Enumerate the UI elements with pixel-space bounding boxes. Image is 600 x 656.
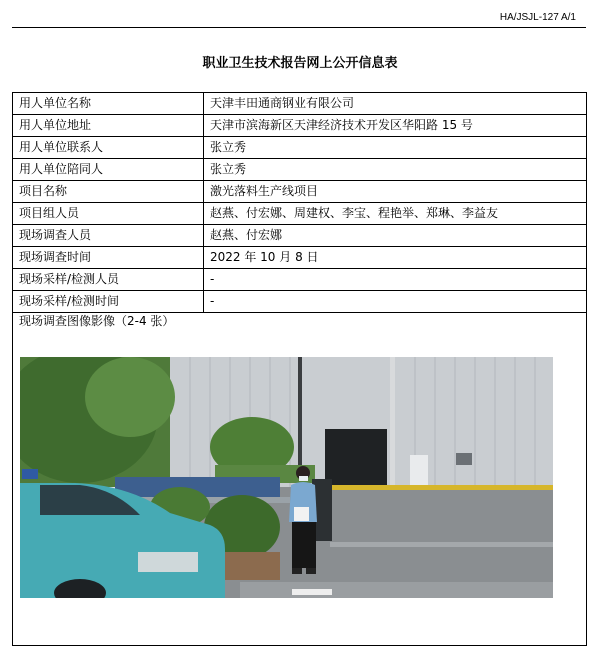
- table-row: [13, 115, 587, 137]
- photo-section: [12, 310, 587, 646]
- page-title: 职业卫生技术报告网上公开信息表: [202, 56, 398, 71]
- row-value: 激光落料生产线项目: [204, 181, 587, 203]
- row-value: 2022 年 10 月 8 日: [204, 247, 587, 269]
- row-value: 张立秀: [204, 159, 587, 181]
- row-label: 项目组人员: [13, 203, 204, 225]
- row-label: 项目名称: [13, 181, 204, 203]
- table-row: [13, 181, 587, 203]
- photo-section-label: 现场调查图像影像（2-4 张）: [19, 314, 175, 328]
- site-survey-photo: [20, 357, 553, 598]
- row-label: 用人单位联系人: [13, 137, 204, 159]
- row-value: -: [204, 291, 587, 313]
- row-label: 现场采样/检测时间: [13, 291, 204, 313]
- document-number: HA/JSJL-127 A/1: [499, 12, 576, 23]
- info-table: [12, 92, 587, 313]
- row-value: 天津市滨海新区天津经济技术开发区华阳路 15 号: [204, 115, 587, 137]
- table-row: [13, 247, 587, 269]
- table-row: [13, 93, 587, 115]
- header-rule: [12, 27, 586, 28]
- table-row: [13, 269, 587, 291]
- table-row: [13, 159, 587, 181]
- row-value: 赵燕、付宏娜: [204, 225, 587, 247]
- row-value: -: [204, 269, 587, 291]
- table-row: [13, 225, 587, 247]
- table-row: [13, 203, 587, 225]
- row-label: 用人单位名称: [13, 93, 204, 115]
- row-value: 张立秀: [204, 137, 587, 159]
- row-label: 现场调查时间: [13, 247, 204, 269]
- row-label: 现场采样/检测人员: [13, 269, 204, 291]
- row-label: 用人单位陪同人: [13, 159, 204, 181]
- row-value: 天津丰田通商钢业有限公司: [204, 93, 587, 115]
- row-label: 现场调查人员: [13, 225, 204, 247]
- row-value: 赵燕、付宏娜、周建权、李宝、程艳举、郑琳、李益友: [204, 203, 587, 225]
- table-row: [13, 137, 587, 159]
- row-label: 用人单位地址: [13, 115, 204, 137]
